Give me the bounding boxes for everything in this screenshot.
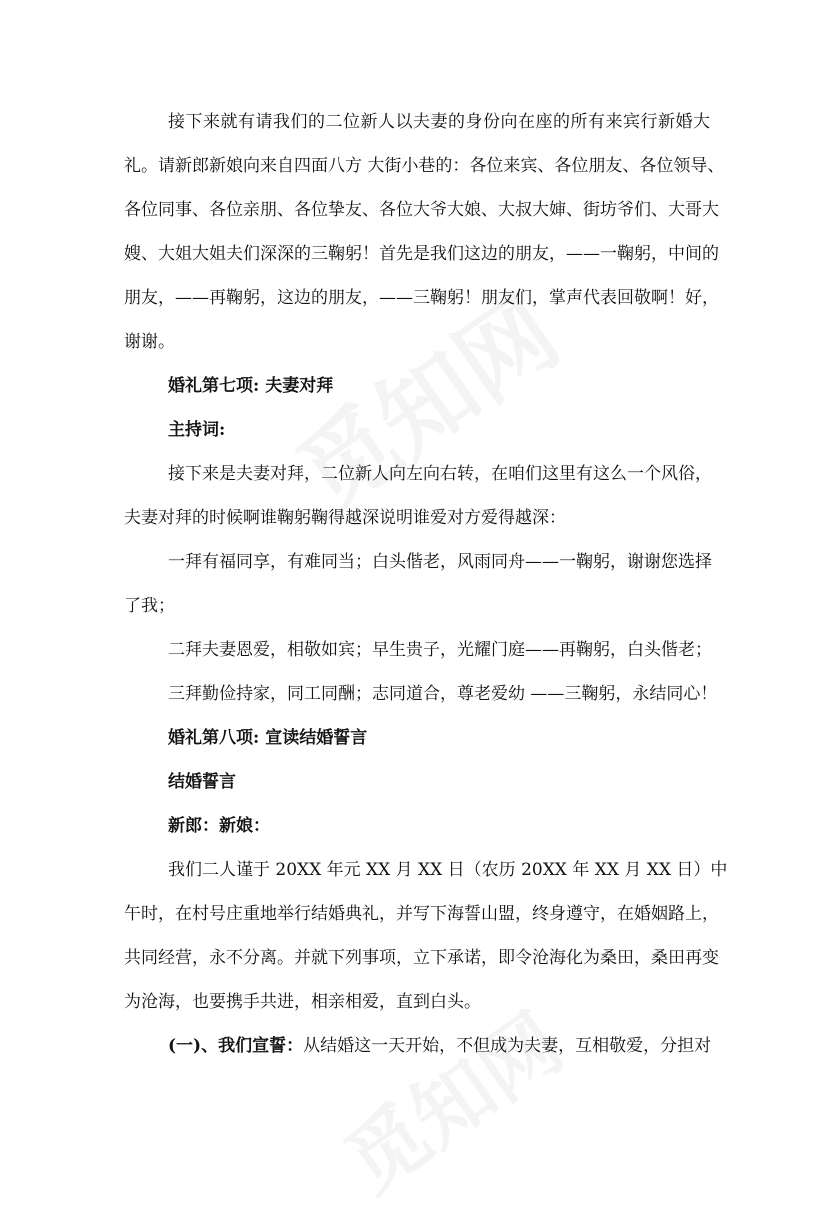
paragraph-second-bow: 二拜夫妻恩爱，相敬如宾；早生贵子，光耀门庭——再鞠躬，白头偕老； (168, 640, 712, 660)
vow-one-text: 从结婚这一天开始，不但成为夫妻，互相敬爱，分担对 (303, 1036, 712, 1056)
host-words-heading: 主持词: (168, 420, 226, 440)
text-line: 接下来是夫妻对拜，二位新人向左向右转，在咱们这里有这么一个风俗， (168, 464, 712, 484)
paragraph-first-bow (124, 540, 710, 628)
text-line: 嫂、大姐大姐夫们深深的三鞠躬！首先是我们这边的朋友，——一鞠躬，中间的 (124, 244, 719, 264)
text-line: 共同经营，永不分离。并就下列事项，立下承诺，即令沧海化为桑田，桑田再变 (124, 948, 719, 968)
section-heading-eighth: 婚礼第八项: 宣读结婚誓言 (168, 728, 368, 748)
text-line: 谢谢。 (124, 332, 175, 352)
paragraph-third-bow: 三拜勤俭持家，同工同酬；志同道合，尊老爱幼 ——三鞠躬，永结同心！ (168, 684, 718, 704)
text-line: 午时，在村号庄重地举行结婚典礼，并写下海誓山盟，终身遵守，在婚姻路上， (124, 904, 719, 924)
document-body (124, 100, 728, 1068)
text-line: 礼。请新郎新娘向来自四面八方 大街小巷的：各位来宾、各位朋友、各位领导、 (124, 156, 725, 176)
section-heading-seventh: 婚礼第七项: 夫妻对拜 (168, 376, 334, 396)
vows-heading: 结婚誓言 (168, 772, 236, 792)
text-line: 我们二人谨于 20XX 年元 XX 月 XX 日（农历 20XX 年 XX 月 XX 日）中 (168, 860, 728, 880)
text-line: 了我； (124, 596, 175, 616)
paragraph-couple-bow (124, 452, 710, 540)
paragraph-bow-ceremony (124, 100, 725, 364)
text-line: 接下来就有请我们的二位新人以夫妻的身份向在座的所有来宾行新婚大 (168, 112, 710, 132)
text-line: 各位同事、各位亲朋、各位挚友、各位大爷大娘、大叔大婶、街坊爷们、大哥大 (124, 200, 719, 220)
groom-bride-label: 新郎：新娘： (168, 816, 270, 836)
vow-one-lead: (一)、我们宣誓： (168, 1036, 304, 1056)
paragraph-vow-statement (124, 848, 728, 1024)
text-line: 朋友，——再鞠躬，这边的朋友，——三鞠躬！朋友们，掌声代表回敬啊！好， (124, 288, 719, 308)
text-line: 一拜有福同享，有难同当；白头偕老，风雨同舟——一鞠躬，谢谢您选择 (168, 552, 712, 572)
paragraph-vow-one (124, 1024, 710, 1068)
text-line: 夫妻对拜的时候啊谁鞠躬鞠得越深说明谁爱对方爱得越深： (124, 508, 566, 528)
text-line: 为沧海，也要携手共进，相亲相爱，直到白头。 (124, 992, 481, 1012)
